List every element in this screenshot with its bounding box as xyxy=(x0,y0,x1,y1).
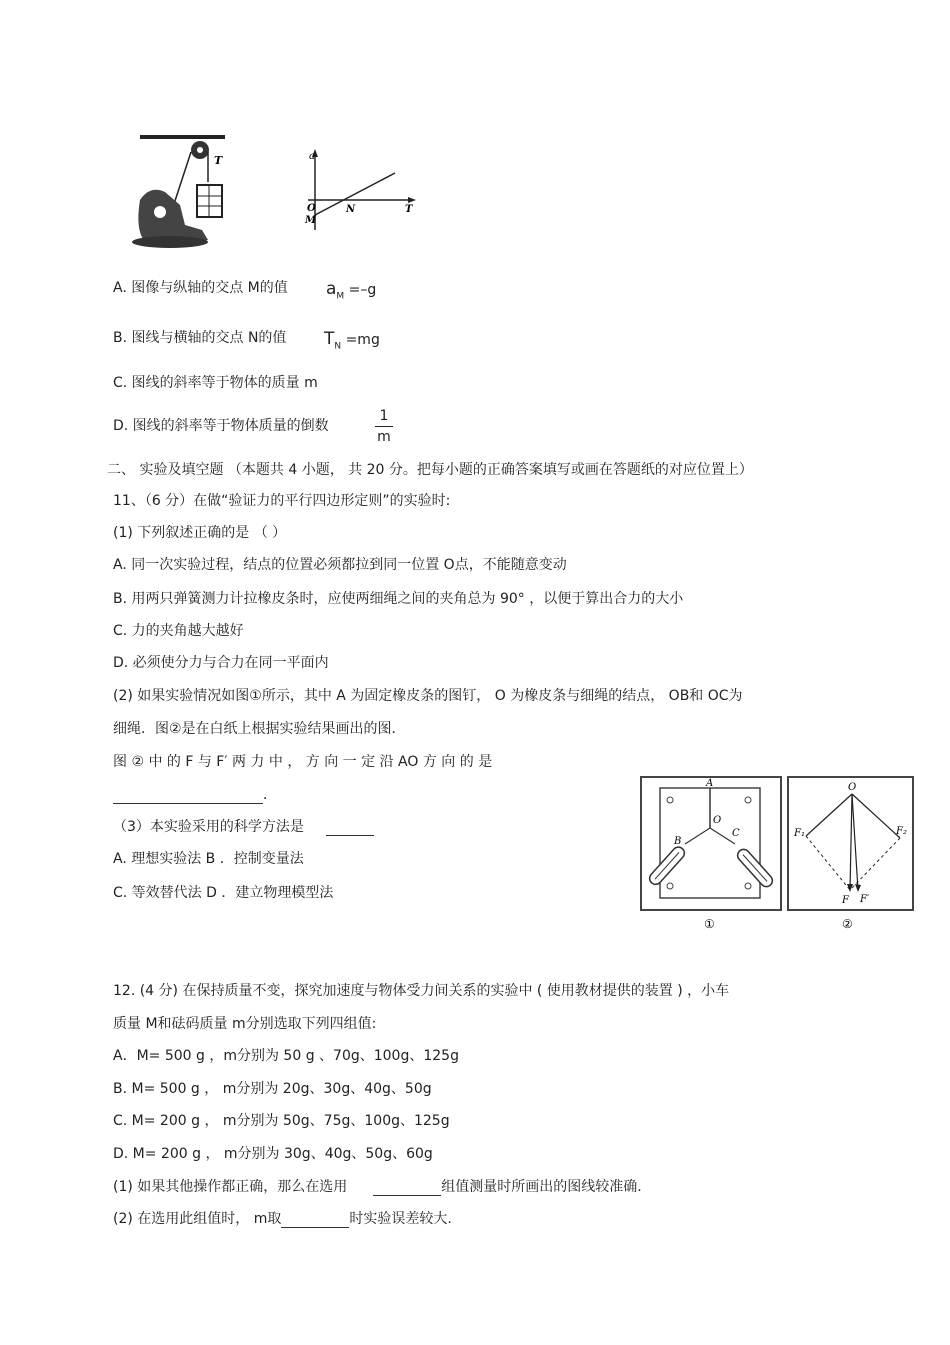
q10-option-d: D. 图线的斜率等于物体质量的倒数 xyxy=(113,418,329,434)
label-fprime: F′ xyxy=(860,894,870,905)
q12-part1 xyxy=(113,1178,642,1196)
label-f: F xyxy=(842,895,849,906)
ceiling-bar xyxy=(140,135,225,139)
q12-option-d: D. M= 200 g ， m分别为 30g、40g、50g、60g xyxy=(113,1146,433,1162)
formula-a-value: =–g xyxy=(344,282,377,298)
point-n-label: N xyxy=(346,204,356,215)
pulley-figure xyxy=(130,130,240,255)
fraction-bar xyxy=(375,426,393,427)
q11-option-d: D. 必须使分力与合力在同一平面内 xyxy=(113,655,329,671)
vector-fprime xyxy=(852,794,858,890)
q12-part2-text-end: 时实验误差较大. xyxy=(349,1211,452,1227)
q11-part2-line1: (2) 如果实验情况如图①所示，其中 A 为固定橡皮条的图钉， O 为橡皮条与细绳的结点， OB和 OC为 xyxy=(113,688,743,704)
answer-blank[interactable] xyxy=(113,789,263,804)
label-b: B xyxy=(674,836,682,847)
q11-part3-options-ab: A. 理想实验法 B ．控制变量法 xyxy=(113,851,304,867)
label-o: O xyxy=(713,815,722,826)
formula-a-subscript: M xyxy=(336,291,345,302)
formula-b-symbol: T xyxy=(324,329,335,349)
q10-option-a-formula xyxy=(326,280,376,305)
q11-option-a: A. 同一次实验过程，结点的位置必须都拉到同一位置 O点，不能随意变动 xyxy=(113,557,567,573)
q12-option-a: A．M= 500 g ，m分别为 50 g 、70g、100g、125g xyxy=(113,1048,459,1064)
figure-caption-2: ② xyxy=(842,917,853,931)
section-heading: 二、 实验及填空题 （本题共 4 小题， 共 20 分。把每小题的正确答案填写或画在答题纸的对应位置上） xyxy=(107,462,753,478)
q11-part3-prompt xyxy=(113,818,374,836)
q10-option-c: C. 图线的斜率等于物体的质量 m xyxy=(113,375,318,391)
label-f1: F₁ xyxy=(794,828,805,839)
y-axis-label: a xyxy=(309,151,315,162)
q10-option-a xyxy=(113,279,288,297)
q12-line2: 质量 M和砝码质量 m分别选取下列四组值: xyxy=(113,1016,377,1032)
q11-part3-text: （3）本实验采用的科学方法是 xyxy=(113,819,304,835)
vector-f2 xyxy=(852,794,900,838)
answer-blank[interactable] xyxy=(373,1181,441,1196)
label-c: C xyxy=(732,828,740,839)
q10-option-b-text: B. 图线与横轴的交点 N的值 xyxy=(113,330,287,346)
answer-period: ． xyxy=(263,787,277,803)
vector-f1 xyxy=(806,794,852,836)
fraction-denominator: m xyxy=(377,429,391,445)
fraction-numerator: 1 xyxy=(379,408,389,424)
figure-caption-1: ① xyxy=(704,917,715,931)
a-t-graph xyxy=(300,145,425,245)
x-axis-label: T xyxy=(405,204,413,215)
q11-part2-line3: 图 ② 中 的 F 与 F′ 两 力 中 ， 方 向 一 定 沿 AO 方 向 的 是 xyxy=(113,754,493,770)
formula-b-subscript: N xyxy=(334,341,342,352)
label-a: A xyxy=(706,778,714,789)
q11-option-c: C. 力的夹角越大越好 xyxy=(113,623,244,639)
experiment-figure-1 xyxy=(640,776,782,936)
answer-blank[interactable] xyxy=(326,821,374,836)
fraction-one-over-m xyxy=(375,408,393,445)
q10-option-b xyxy=(113,329,286,347)
label-f2: F₂ xyxy=(896,826,907,837)
q10-option-a-text: A. 图像与纵轴的交点 M的值 xyxy=(113,280,288,296)
vector-f xyxy=(850,794,852,890)
q12-part1-text: (1) 如果其他操作都正确，那么在选用 xyxy=(113,1179,348,1195)
q12-part1-text-end: 组值测量时所画出的图线较准确. xyxy=(441,1179,642,1195)
tension-label: T xyxy=(214,154,223,167)
q11-part2-line2: 细绳．图②是在白纸上根据实验结果画出的图． xyxy=(113,721,406,737)
experiment-figure-2 xyxy=(786,776,916,936)
q11-title: 11、（6 分）在做“验证力的平行四边形定则”的实验时: xyxy=(113,493,451,509)
label-o: O xyxy=(848,782,857,793)
q11-part2-answer-line xyxy=(113,786,277,804)
point-m-label: M xyxy=(305,215,317,226)
q10-option-b-formula xyxy=(324,330,380,355)
q12-option-b: B. M= 500 g ， m分别为 20g、30g、40g、50g xyxy=(113,1081,432,1097)
q11-part1-prompt: (1) 下列叙述正确的是 （ ） xyxy=(113,525,287,541)
spring-scale-right xyxy=(735,847,775,889)
q11-part3-options-cd: C. 等效替代法 D ．建立物理模型法 xyxy=(113,885,334,901)
q12-line1: 12. (4 分) 在保持质量不变，探究加速度与物体受力间关系的实验中 ( 使用教材提供的装置 ) ，小车 xyxy=(113,983,730,999)
origin-label: O xyxy=(307,203,316,214)
formula-b-value: =mg xyxy=(341,332,380,348)
answer-blank[interactable] xyxy=(281,1213,349,1228)
q12-part2 xyxy=(113,1210,452,1228)
formula-a-symbol: a xyxy=(326,279,337,299)
q12-part2-text: (2) 在选用此组值时， m取 xyxy=(113,1211,282,1227)
spring-scale-left xyxy=(647,845,687,887)
q11-option-b: B. 用两只弹簧测力计拉橡皮条时，应使两细绳之间的夹角总为 90° ，以便于算出合力的大小 xyxy=(113,591,684,607)
q12-option-c: C. M= 200 g ， m分别为 50g、75g、100g、125g xyxy=(113,1113,450,1129)
